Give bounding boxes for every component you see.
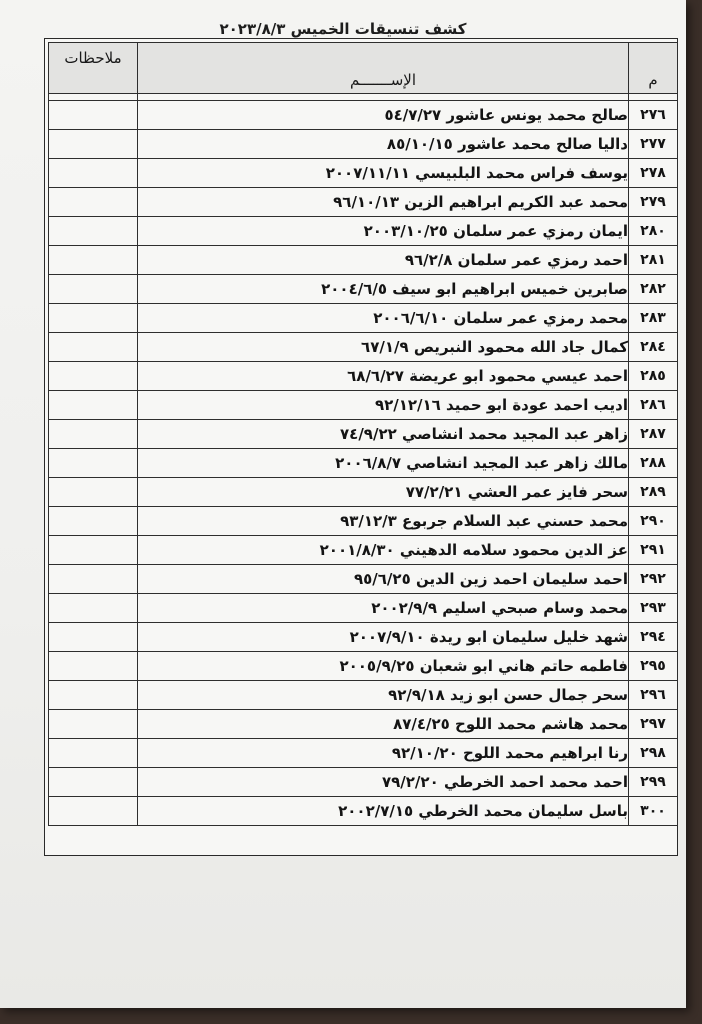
row-number: ٢٨٧ [629, 420, 678, 449]
row-number: ٢٩٦ [629, 681, 678, 710]
row-notes [49, 623, 138, 652]
row-name: يوسف فراس محمد البلبيسي ٢٠٠٧/١١/١١ [138, 159, 629, 188]
row-notes [49, 536, 138, 565]
table-row [49, 565, 678, 594]
row-number: ٢٨٨ [629, 449, 678, 478]
row-number: ٢٩٧ [629, 710, 678, 739]
row-notes [49, 188, 138, 217]
table-row [49, 101, 678, 130]
row-number: ٢٨٥ [629, 362, 678, 391]
row-notes [49, 710, 138, 739]
row-notes [49, 739, 138, 768]
row-notes [49, 159, 138, 188]
table-row [49, 594, 678, 623]
row-number: ٢٨٤ [629, 333, 678, 362]
row-number: ٢٨٩ [629, 478, 678, 507]
row-number: ٢٩٢ [629, 565, 678, 594]
row-name: سحر جمال حسن ابو زيد ٩٢/٩/١٨ [138, 681, 629, 710]
row-notes [49, 304, 138, 333]
row-notes [49, 391, 138, 420]
row-name: كمال جاد الله محمود النبريص ٦٧/١/٩ [138, 333, 629, 362]
row-notes [49, 797, 138, 826]
table-row [49, 797, 678, 826]
table-row [49, 246, 678, 275]
table-row [49, 159, 678, 188]
names-table [48, 42, 678, 826]
row-name: ايمان رمزي عمر سلمان ٢٠٠٣/١٠/٢٥ [138, 217, 629, 246]
header-name: الإســـــــم [138, 43, 629, 94]
row-notes [49, 420, 138, 449]
header-notes: ملاحظات [49, 43, 138, 94]
row-number: ٢٩٣ [629, 594, 678, 623]
row-number: ٢٨١ [629, 246, 678, 275]
row-number: ٢٧٨ [629, 159, 678, 188]
row-number: ٢٨٢ [629, 275, 678, 304]
table-row [49, 188, 678, 217]
row-name: شهد خليل سليمان ابو ريدة ٢٠٠٧/٩/١٠ [138, 623, 629, 652]
row-name: محمد هاشم محمد اللوح ٨٧/٤/٢٥ [138, 710, 629, 739]
row-number: ٢٩٨ [629, 739, 678, 768]
table-row [49, 536, 678, 565]
row-name: احمد محمد احمد الخرطي ٧٩/٢/٢٠ [138, 768, 629, 797]
row-number: ٢٩٩ [629, 768, 678, 797]
row-notes [49, 507, 138, 536]
row-name: داليا صالح محمد عاشور ٨٥/١٠/١٥ [138, 130, 629, 159]
table-row [49, 681, 678, 710]
row-notes [49, 768, 138, 797]
table-row [49, 623, 678, 652]
row-name: محمد رمزي عمر سلمان ٢٠٠٦/٦/١٠ [138, 304, 629, 333]
row-name: محمد عبد الكريم ابراهيم الزين ٩٦/١٠/١٣ [138, 188, 629, 217]
row-notes [49, 594, 138, 623]
table-row [49, 333, 678, 362]
header-num: م [629, 43, 678, 94]
row-notes [49, 681, 138, 710]
row-number: ٢٧٦ [629, 101, 678, 130]
table-row [49, 130, 678, 159]
row-notes [49, 478, 138, 507]
row-notes [49, 362, 138, 391]
row-notes [49, 652, 138, 681]
table-row [49, 275, 678, 304]
row-number: ٢٨٠ [629, 217, 678, 246]
header-spacer-row [49, 94, 678, 101]
row-name: مالك زاهر عبد المجيد انشاصي ٢٠٠٦/٨/٧ [138, 449, 629, 478]
row-name: صالح محمد يونس عاشور ٥٤/٧/٢٧ [138, 101, 629, 130]
row-number: ٢٨٦ [629, 391, 678, 420]
row-name: باسل سليمان محمد الخرطي ٢٠٠٢/٧/١٥ [138, 797, 629, 826]
row-notes [49, 275, 138, 304]
table-row [49, 739, 678, 768]
table-row [49, 449, 678, 478]
table-row [49, 391, 678, 420]
table-row [49, 217, 678, 246]
row-name: زاهر عبد المجيد محمد انشاصي ٧٤/٩/٢٢ [138, 420, 629, 449]
row-notes [49, 130, 138, 159]
table-body [49, 101, 678, 826]
row-notes [49, 449, 138, 478]
row-name: عز الدين محمود سلامه الدهيني ٢٠٠١/٨/٣٠ [138, 536, 629, 565]
row-notes [49, 565, 138, 594]
table-header-row [49, 43, 678, 94]
row-name: فاطمه حاتم هاني ابو شعبان ٢٠٠٥/٩/٢٥ [138, 652, 629, 681]
row-notes [49, 217, 138, 246]
row-notes [49, 246, 138, 275]
row-name: اديب احمد عودة ابو حميد ٩٢/١٢/١٦ [138, 391, 629, 420]
document-title: كشف تنسيقات الخميس ٢٠٢٣/٨/٣ [219, 20, 467, 38]
row-name: احمد رمزي عمر سلمان ٩٦/٢/٨ [138, 246, 629, 275]
row-number: ٢٩٥ [629, 652, 678, 681]
row-number: ٢٩١ [629, 536, 678, 565]
row-name: رنا ابراهيم محمد اللوح ٩٢/١٠/٢٠ [138, 739, 629, 768]
row-name: احمد سليمان احمد زين الدين ٩٥/٦/٢٥ [138, 565, 629, 594]
table-row [49, 710, 678, 739]
table-row [49, 304, 678, 333]
row-name: صابرين خميس ابراهيم ابو سيف ٢٠٠٤/٦/٥ [138, 275, 629, 304]
row-number: ٢٧٩ [629, 188, 678, 217]
row-name: محمد حسني عبد السلام جربوع ٩٣/١٢/٣ [138, 507, 629, 536]
table-row [49, 652, 678, 681]
row-number: ٢٧٧ [629, 130, 678, 159]
table-frame [44, 38, 678, 856]
row-notes [49, 101, 138, 130]
row-name: محمد وسام صبحي اسليم ٢٠٠٢/٩/٩ [138, 594, 629, 623]
row-name: سحر فايز عمر العشي ٧٧/٢/٢١ [138, 478, 629, 507]
row-notes [49, 333, 138, 362]
table-row [49, 362, 678, 391]
row-number: ٣٠٠ [629, 797, 678, 826]
row-number: ٢٩٤ [629, 623, 678, 652]
table-row [49, 768, 678, 797]
table-row [49, 420, 678, 449]
row-name: احمد عيسي محمود ابو عريضة ٦٨/٦/٢٧ [138, 362, 629, 391]
row-number: ٢٨٣ [629, 304, 678, 333]
table-row [49, 478, 678, 507]
row-number: ٢٩٠ [629, 507, 678, 536]
table-row [49, 507, 678, 536]
